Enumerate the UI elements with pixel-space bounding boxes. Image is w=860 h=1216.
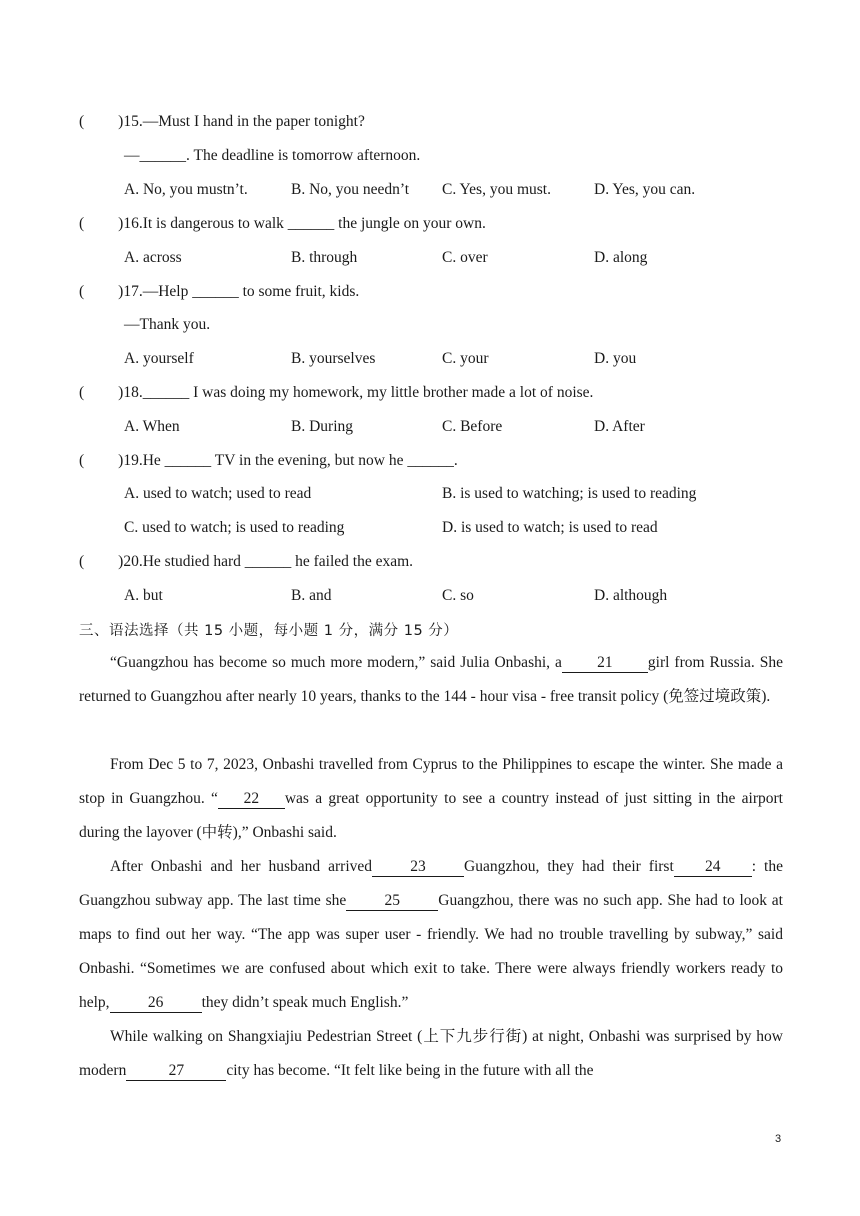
blank-21[interactable]: 21 xyxy=(562,654,648,673)
text: While walking on Shangxiajiu Pedestrian Street (上下九步行街) at night, Onbashi was surprised by how modern xyxy=(79,1028,783,1079)
question-16-options xyxy=(124,249,784,269)
question-stem: 20.He studied hard ______ he failed the exam. xyxy=(123,553,414,570)
blank: ______ xyxy=(139,147,186,164)
passage-paragraph-4 xyxy=(79,1020,783,1088)
answer-paren-open: ( xyxy=(79,113,85,130)
text: From Dec 5 to 7, 2023, Onbashi travelled from Cyprus to the Philippines to escape the winter. She made a stop in Guangzhou. “ xyxy=(79,756,783,807)
answer-paren-close: ) xyxy=(118,553,124,570)
answer-paren-close: ) xyxy=(118,113,124,130)
option-c: C. used to watch; is used to reading xyxy=(124,519,345,536)
option-a: A. yourself xyxy=(124,350,194,367)
passage-paragraph-1 xyxy=(79,646,783,714)
question-stem: 17.—Help ______ to some fruit, kids. xyxy=(123,283,360,300)
question-stem: 15.—Must I hand in the paper tonight? xyxy=(123,113,365,130)
text: “Guangzhou has become so much more modern,” said Julia Onbashi, a xyxy=(110,654,562,671)
option-b: B. through xyxy=(291,249,358,266)
question-19 xyxy=(79,452,784,470)
option-d: D. along xyxy=(594,249,648,266)
option-d: D. you xyxy=(594,350,637,367)
text: : the Guangzhou subway app. The last time she xyxy=(79,858,783,909)
question-15-response xyxy=(124,147,420,165)
option-b: B. yourselves xyxy=(291,350,376,367)
page-number: 3 xyxy=(775,1133,782,1145)
option-b: B. During xyxy=(291,418,353,435)
option-b: B. is used to watching; is used to reading xyxy=(442,485,697,502)
answer-paren-close: ) xyxy=(118,215,124,232)
text: they didn’t speak much English.” xyxy=(201,994,409,1011)
question-stem: 19.He ______ TV in the evening, but now he ______. xyxy=(123,452,458,469)
section-title: 三、语法选择（共 15 小题，每小题 1 分，满分 15 分） xyxy=(79,623,459,639)
question-19-options-row2 xyxy=(124,519,784,539)
answer-paren-close: ) xyxy=(118,384,124,401)
text: Guangzhou, they had their first xyxy=(464,858,674,875)
question-stem: 18.______ I was doing my homework, my little brother made a lot of noise. xyxy=(123,384,594,401)
answer-paren-close: ) xyxy=(118,452,124,469)
question-20-options xyxy=(124,587,784,607)
option-b: B. No, you needn’t xyxy=(291,181,410,198)
answer-paren-open: ( xyxy=(79,452,85,469)
blank-26[interactable]: 26 xyxy=(110,994,202,1013)
question-15-options xyxy=(124,181,784,201)
answer-paren-open: ( xyxy=(79,215,85,232)
passage-paragraph-2 xyxy=(79,748,783,850)
option-d: D. although xyxy=(594,587,668,604)
option-a: A. When xyxy=(124,418,180,435)
question-17-response: —Thank you. xyxy=(124,316,211,333)
option-c: C. Before xyxy=(442,418,503,435)
dash: — xyxy=(124,147,140,164)
question-18-options xyxy=(124,418,784,438)
question-16 xyxy=(79,215,784,233)
question-15 xyxy=(79,113,784,131)
question-18 xyxy=(79,384,784,402)
answer-paren-open: ( xyxy=(79,283,85,300)
option-c: C. so xyxy=(442,587,474,604)
blank-22[interactable]: 22 xyxy=(218,790,285,809)
option-c: C. Yes, you must. xyxy=(442,181,551,198)
response-text: . The deadline is tomorrow afternoon. xyxy=(186,147,421,164)
option-c: C. over xyxy=(442,249,488,266)
text: was a great opportunity to see a country instead of just sitting in the airport during the layover (中转),” Onbashi said. xyxy=(79,790,783,841)
question-stem: 16.It is dangerous to walk ______ the jungle on your own. xyxy=(123,215,486,232)
blank-24[interactable]: 24 xyxy=(674,858,752,877)
question-17 xyxy=(79,283,784,301)
option-a: A. but xyxy=(124,587,163,604)
question-20 xyxy=(79,553,784,571)
text: girl from Russia. She returned to Guangzhou after nearly 10 years, thanks to the 144 - hour visa - free transit policy (免签过境政策). xyxy=(79,654,783,705)
text: Guangzhou, there was no such app. She had to look at maps to find out her way. “The app was super user - friendly. We had no trouble travelling by subway,” said Onbashi. “Sometimes we are confused about which exit to take. There were always friendly workers ready to help, xyxy=(79,892,783,1011)
option-d: D. Yes, you can. xyxy=(594,181,696,198)
option-c: C. your xyxy=(442,350,489,367)
blank-25[interactable]: 25 xyxy=(346,892,438,911)
text: city has become. “It felt like being in the future with all the xyxy=(226,1062,594,1079)
answer-paren-open: ( xyxy=(79,553,85,570)
option-d: D. is used to watch; is used to read xyxy=(442,519,658,536)
passage-paragraph-3 xyxy=(79,850,783,1020)
question-17-options xyxy=(124,350,784,370)
option-a: A. across xyxy=(124,249,182,266)
option-a: A. used to watch; used to read xyxy=(124,485,312,502)
blank-23[interactable]: 23 xyxy=(372,858,464,877)
blank-27[interactable]: 27 xyxy=(126,1062,226,1081)
option-d: D. After xyxy=(594,418,645,435)
option-b: B. and xyxy=(291,587,332,604)
answer-paren-close: ) xyxy=(118,283,124,300)
answer-paren-open: ( xyxy=(79,384,85,401)
text: After Onbashi and her husband arrived xyxy=(110,858,373,875)
question-19-options-row1 xyxy=(124,485,784,505)
option-a: A. No, you mustn’t. xyxy=(124,181,248,198)
